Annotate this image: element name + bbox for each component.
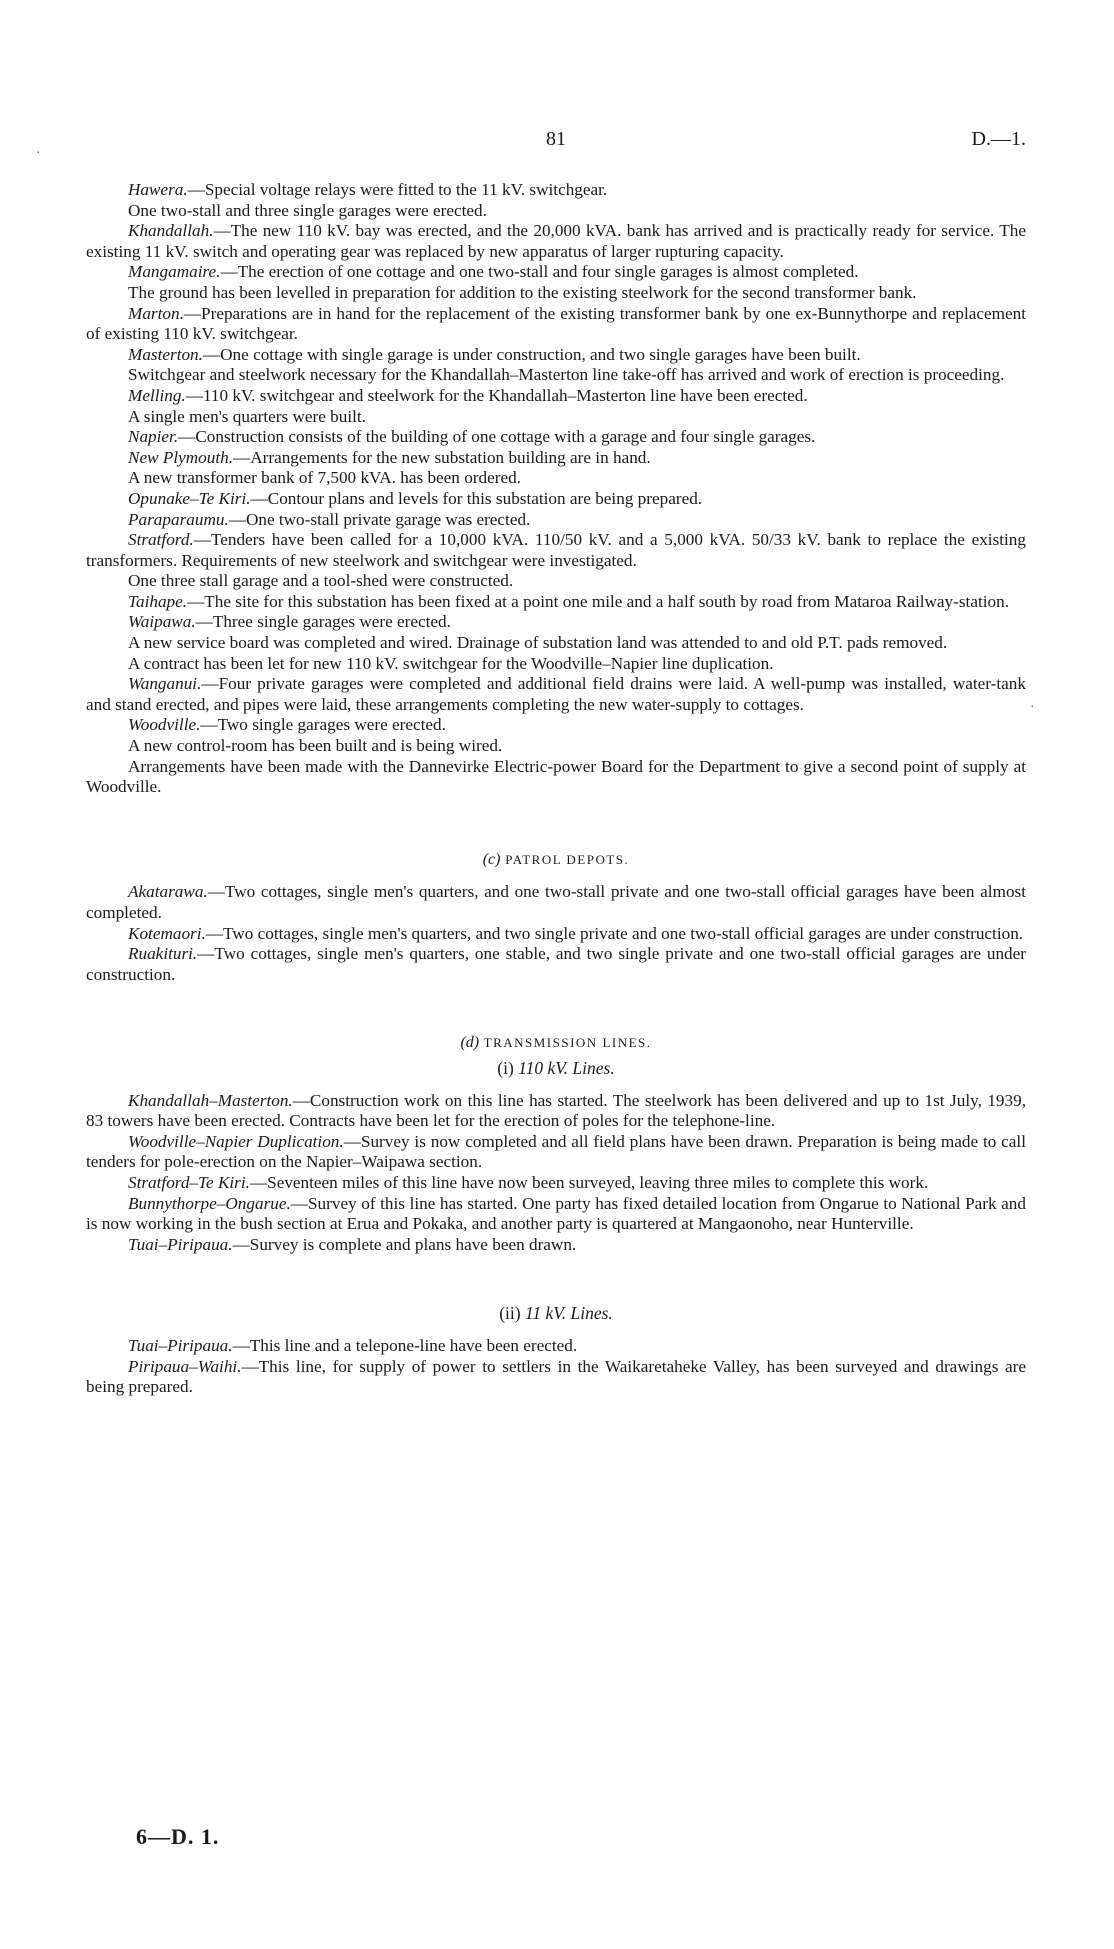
- place-name: Paraparaumu.: [128, 509, 229, 529]
- paragraph: [86, 262, 1026, 283]
- patrol-depots-title: PATROL DEPOTS.: [505, 851, 630, 867]
- paragraph-text: —The site for this substation has been fixed at a point one mile and a half south by road from Mataroa Railway-station.: [187, 591, 1009, 611]
- paragraph: [86, 924, 1026, 945]
- paragraph-text: —Two cottages, single men's quarters, and two single private and one two-stall official garages are under construction.: [205, 923, 1024, 943]
- paragraph: [86, 201, 1026, 222]
- place-name: Ruakituri.: [128, 944, 198, 964]
- paragraph-text: —Survey is now completed and all field plans have been drawn. Preparation is being made to call tenders for pole-erection on the Napier–Waipawa section.: [86, 1131, 1026, 1172]
- paragraph-text: —The new 110 kV. bay was erected, and the 20,000 kVA. bank has arrived and is practically ready for service. The existing 11 kV. switch and operating gear was replaced by new apparatus of larger rupturing capacity.: [86, 221, 1026, 261]
- paragraph: [86, 612, 1026, 633]
- paragraph-text: The ground has been levelled in preparation for addition to the existing steelwork for the second transformer bank.: [128, 282, 917, 302]
- paragraph-text: One three stall garage and a tool-shed were constructed.: [128, 571, 514, 591]
- paragraph: [86, 882, 1026, 923]
- paragraph-text: —Preparations are in hand for the replacement of the existing transformer bank by one ex-Bunnythorpe and replacement of existing 110 kV. switchgear.: [86, 303, 1026, 344]
- paragraph-text: A new control-room has been built and is being wired.: [128, 736, 503, 756]
- place-name: Waipawa.: [128, 612, 196, 632]
- kv11-heading: [86, 1303, 1026, 1324]
- paragraph: [86, 944, 1026, 985]
- paragraph: [86, 1235, 1026, 1256]
- kv11-number: (ii): [499, 1303, 521, 1324]
- paragraph: [86, 489, 1026, 510]
- patrol-depots-section: [86, 882, 1026, 985]
- paragraph: [86, 530, 1026, 571]
- paragraph: [86, 592, 1026, 613]
- place-name: Opunake–Te Kiri.: [128, 488, 251, 508]
- paragraph: [86, 633, 1026, 654]
- paragraph: [86, 304, 1026, 345]
- paragraph: [86, 407, 1026, 428]
- paragraph: [86, 1336, 1026, 1357]
- place-name: New Plymouth.: [128, 447, 234, 467]
- paragraph: [86, 674, 1026, 715]
- paragraph-text: Arrangements have been made with the Dannevirke Electric-power Board for the Department to give a second point of supply at Woodville.: [86, 756, 1026, 797]
- paragraph-text: —Construction work on this line has started. The steelwork has been delivered and up to 1st July, 1939, 83 towers have been erected. Contracts have been let for the erection of poles for the telephone-line.: [86, 1090, 1026, 1131]
- place-name: Wanganui.: [128, 674, 202, 694]
- transmission-lines-title: TRANSMISSION LINES.: [483, 1035, 652, 1051]
- place-name: Melling.: [128, 385, 186, 405]
- kv110-number: (i): [497, 1057, 514, 1078]
- transmission-lines-heading: [86, 1033, 1026, 1054]
- paragraph: [86, 283, 1026, 304]
- place-name: Hawera.: [128, 180, 188, 199]
- paragraph: [86, 386, 1026, 407]
- document-reference: D.—1.: [971, 128, 1026, 150]
- patrol-depots-label: (c): [482, 850, 501, 868]
- place-name: Woodville–Napier Duplication.: [128, 1131, 344, 1151]
- paragraph: [86, 221, 1026, 262]
- paragraph-text: A contract has been let for new 110 kV. switchgear for the Woodville–Napier line duplication.: [128, 653, 774, 673]
- paragraph-text: —Survey of this line has started. One party has fixed detailed location from Ongarue to National Park and is now working in the bush section at Erua and Pokaka, and another party is quartered at Mangaonoho, near Hunterville.: [86, 1193, 1026, 1234]
- place-name: Taihape.: [128, 591, 188, 611]
- paragraph: [86, 715, 1026, 736]
- place-name: Napier.: [128, 427, 179, 447]
- page-number: 81: [546, 128, 566, 150]
- paragraph: [86, 468, 1026, 489]
- paragraph: [86, 654, 1026, 675]
- paragraph-text: —Two cottages, single men's quarters, one stable, and two single private and one two-stall official garages are under construction.: [86, 944, 1026, 984]
- place-name: Mangamaire.: [128, 262, 221, 282]
- body-text: [86, 180, 1026, 1398]
- kv110-heading: [86, 1058, 1026, 1079]
- margin-dot: ·: [1030, 700, 1035, 715]
- place-name: Woodville.: [128, 715, 201, 735]
- paragraph-text: —One cottage with single garage is under construction, and two single garages have been built.: [202, 344, 861, 364]
- kv11-title: 11 kV. Lines.: [524, 1303, 613, 1324]
- paragraph-text: Switchgear and steelwork necessary for the Khandallah–Masterton line take-off has arrived and work of erection is proceeding.: [128, 365, 1005, 385]
- place-name: Stratford.: [128, 530, 194, 550]
- transmission-lines-label: (d): [460, 1034, 480, 1052]
- paragraph: [86, 1173, 1026, 1194]
- substations-section: [86, 180, 1026, 798]
- place-name: Tuai–Piripaua.: [128, 1335, 233, 1355]
- place-name: Marton.: [128, 303, 184, 323]
- patrol-depots-heading: [86, 850, 1026, 871]
- paragraph-text: —Tenders have been called for a 10,000 kVA. 110/50 kV. and a 5,000 kVA. 50/33 kV. bank to replace the existing transformers. Requirements of new steelwork and switchgear were investigated.: [86, 530, 1026, 570]
- place-name: Stratford–Te Kiri.: [128, 1172, 250, 1192]
- paragraph-text: —110 kV. switchgear and steelwork for the Khandallah–Masterton line have been erected.: [185, 385, 808, 405]
- paragraph-text: —Construction consists of the building of one cottage with a garage and four single garages.: [178, 427, 816, 447]
- paragraph-text: —Two single garages were erected.: [200, 715, 446, 735]
- kv11-section: [86, 1336, 1026, 1398]
- place-name: Tuai–Piripaua.: [128, 1234, 233, 1254]
- place-name: Bunnythorpe–Ongarue.: [128, 1193, 291, 1213]
- paragraph: [86, 1357, 1026, 1398]
- page-header: [86, 128, 1026, 158]
- paragraph: [86, 1132, 1026, 1173]
- paragraph: [86, 1194, 1026, 1235]
- place-name: Akatarawa.: [128, 882, 208, 902]
- place-name: Khandallah–Masterton.: [128, 1090, 293, 1110]
- paragraph: [86, 448, 1026, 469]
- paragraph: [86, 345, 1026, 366]
- paragraph-text: —One two-stall private garage was erected.: [228, 509, 531, 529]
- kv110-section: [86, 1091, 1026, 1256]
- paragraph-text: —Contour plans and levels for this substation are being prepared.: [250, 488, 703, 508]
- paragraph-text: —Four private garages were completed and additional field drains were laid. A well-pump was installed, water-tank and stand erected, and pipes were laid, these arrangements completing the new water-supply to cottages.: [86, 674, 1026, 714]
- kv110-title: 110 kV. Lines.: [518, 1057, 615, 1078]
- paragraph-text: —This line and a telepone-line have been erected.: [232, 1335, 578, 1355]
- paragraph-text: —The erection of one cottage and one two-stall and four single garages is almost completed.: [220, 262, 859, 282]
- paragraph: [86, 571, 1026, 592]
- place-name: Kotemaori.: [128, 923, 206, 943]
- paragraph-text: —Seventeen miles of this line have now been surveyed, leaving three miles to complete this work.: [249, 1172, 929, 1192]
- paragraph-text: A single men's quarters were built.: [128, 406, 366, 426]
- paragraph: [86, 1091, 1026, 1132]
- paragraph-text: A new transformer bank of 7,500 kVA. has been ordered.: [128, 468, 521, 488]
- place-name: Piripaua–Waihi.: [128, 1356, 242, 1376]
- paragraph: [86, 510, 1026, 531]
- paragraph: [86, 180, 1026, 201]
- margin-dot: ·: [36, 146, 41, 161]
- paragraph-text: One two-stall and three single garages were erected.: [128, 200, 487, 220]
- paragraph: [86, 757, 1026, 798]
- paragraph-text: A new service board was completed and wired. Drainage of substation land was attended to and old P.T. pads removed.: [128, 633, 948, 653]
- paragraph-text: —Survey is complete and plans have been drawn.: [232, 1234, 577, 1254]
- place-name: Khandallah.: [128, 221, 214, 241]
- paragraph: [86, 427, 1026, 448]
- paragraph-text: —Two cottages, single men's quarters, and one two-stall private and one two-stall official garages have been almost completed.: [86, 882, 1026, 922]
- paragraph-text: —Arrangements for the new substation building are in hand.: [233, 447, 651, 467]
- place-name: Masterton.: [128, 344, 203, 364]
- paragraph-text: —Three single garages were erected.: [195, 612, 451, 632]
- paragraph-text: —This line, for supply of power to settlers in the Waikaretaheke Valley, has been surveyed and drawings are being prepared.: [86, 1356, 1026, 1397]
- footer-signature: 6—D. 1.: [136, 1824, 220, 1849]
- paragraph-text: —Special voltage relays were fitted to the 11 kV. switchgear.: [187, 180, 608, 199]
- paragraph: [86, 365, 1026, 386]
- paragraph: [86, 736, 1026, 757]
